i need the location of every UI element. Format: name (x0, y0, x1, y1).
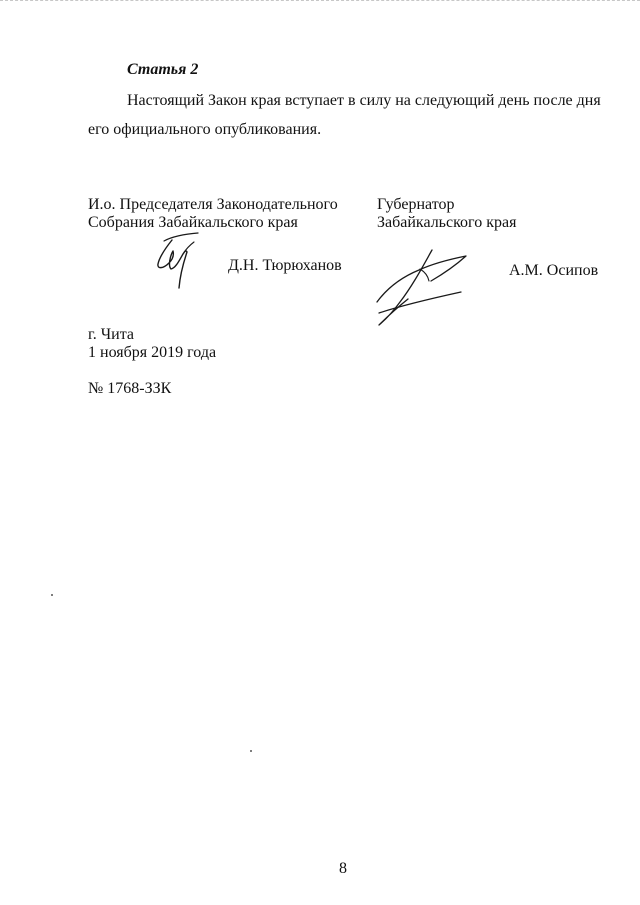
left-signatory-name: Д.Н. Тюрюханов (228, 257, 342, 274)
left-signatory-title-line-2: Собрания Забайкальского края (88, 214, 298, 231)
right-handwritten-signature (374, 246, 470, 330)
place: г. Чита (88, 326, 135, 343)
scan-speck (250, 750, 252, 752)
left-handwritten-signature (150, 230, 210, 290)
scan-speck (51, 594, 53, 596)
right-signatory-title (377, 196, 516, 232)
date: 1 ноября 2019 года (88, 344, 217, 361)
page-number: 8 (339, 860, 347, 877)
place-and-date (88, 326, 216, 362)
right-signatory-name: А.М. Осипов (509, 262, 599, 279)
article-paragraph (88, 86, 601, 144)
right-signatory-title-line-1: Губернатор (377, 196, 455, 213)
left-signatory-title-line-1: И.о. Председателя Законодательного (88, 196, 338, 213)
scan-edge-line (0, 0, 640, 3)
left-signatory-title (88, 196, 338, 232)
article-text-line-2: его официального опубликования. (88, 121, 322, 138)
article-heading: Статья 2 (127, 61, 199, 78)
registration-number: № 1768-ЗЗК (88, 380, 172, 397)
article-text-line-1: Настоящий Закон края вступает в силу на следующий день после дня (127, 92, 601, 109)
right-signatory-title-line-2: Забайкальского края (377, 214, 517, 231)
